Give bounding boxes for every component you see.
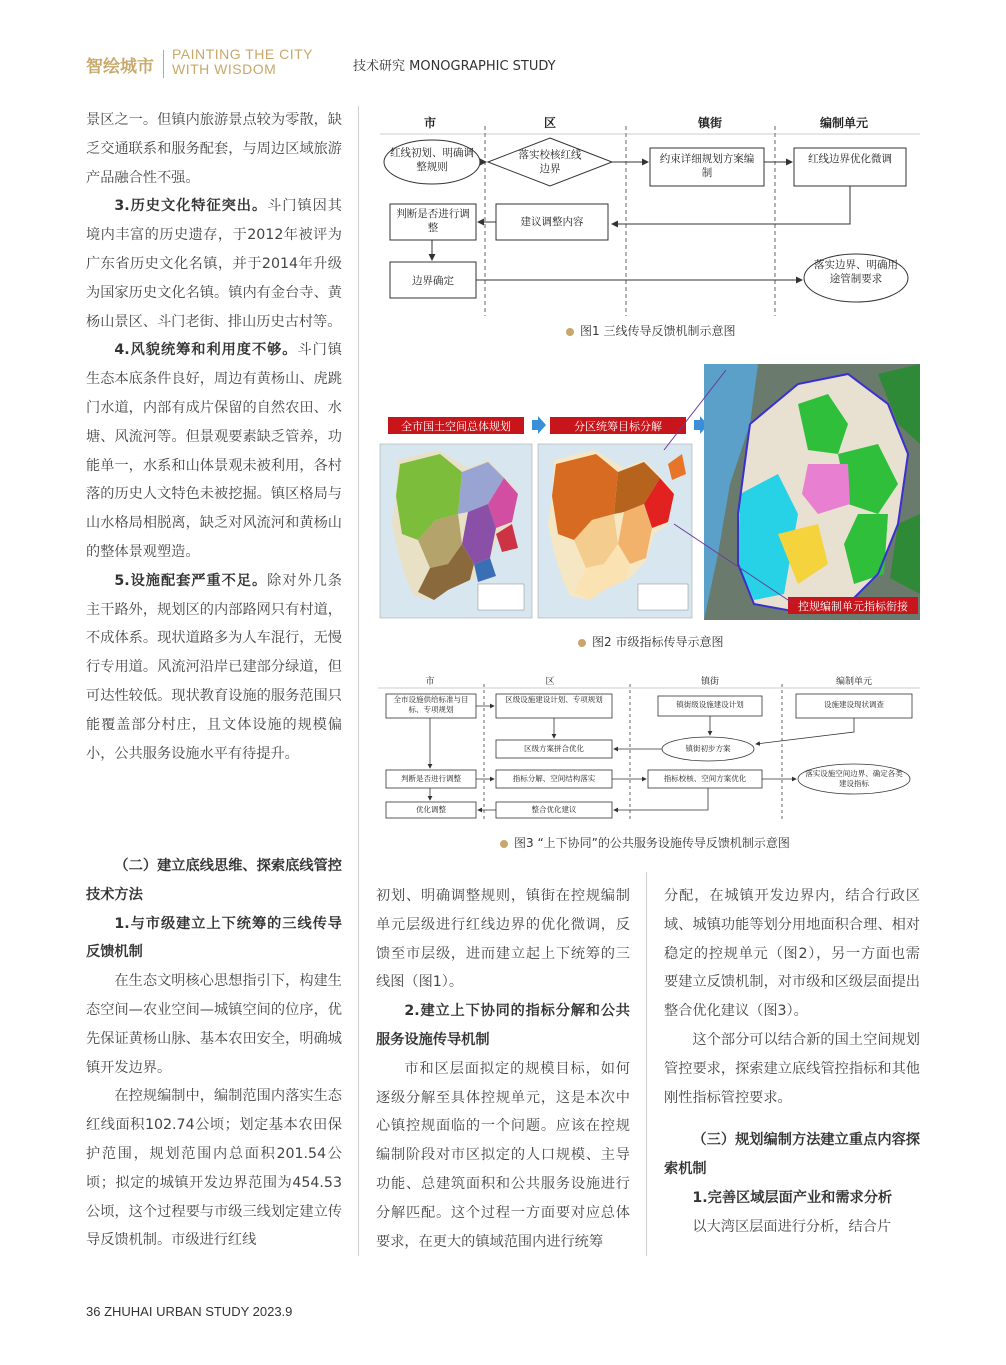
- figure-2-svg: [378, 364, 920, 620]
- paragraph: 分配，在城镇开发边界内，结合行政区域、城镇功能等划分用地面积合理、相对稳定的控规单元（图2），另一方面也需要建立反馈机制，对市级和区级层面提出整合优化建议（图3）。: [664, 888, 920, 1020]
- middle-column: [376, 882, 630, 1256]
- fig1-node-district: 落实校核红线边界: [518, 149, 582, 175]
- fig1-node-suggest: 建议调整内容: [520, 216, 584, 228]
- fig1-node-judge: 判断是否进行调整: [396, 208, 470, 234]
- left-column: [86, 106, 342, 768]
- fig3-node-8: 指标分解、空间结构落实: [512, 774, 596, 783]
- section-heading: （二）建立底线思维、探索底线管控技术方法: [86, 858, 342, 903]
- caption-bullet-icon: [500, 840, 508, 848]
- point-text: 斗门镇因其境内丰富的历史遗存，于2012年被评为广东省历史文化名镇，并于2014年升级为国家历史文化名镇。镇内有金台寺、黄杨山景区、斗门老街、排山历史古村等。: [86, 198, 342, 330]
- fig2-label-district-goals: 分区统筹目标分解: [574, 420, 662, 433]
- brand-divider: [163, 50, 164, 78]
- arrow-right-icon: [532, 416, 546, 434]
- fig1-col-unit: 编制单元: [819, 116, 869, 130]
- fig1-node-boundary: 边界确定: [412, 275, 454, 287]
- caption-text: 图2 市级指标传导示意图: [592, 635, 724, 649]
- caption-bullet-icon: [578, 639, 586, 647]
- fig3-node-3: 镇街级设施建设计划: [676, 700, 744, 709]
- fig3-node-11: 优化调整: [416, 805, 446, 814]
- figure-2-maps: [378, 364, 920, 620]
- spacer: [664, 1112, 920, 1126]
- fig3-col-city: 市: [425, 677, 435, 687]
- paragraph: 市和区层面拟定的规模目标，如何逐级分解至具体控规单元，这是本次中心镇控规面临的一个问题。应该在控规编制阶段对市区拟定的人口规模、主导功能、总建筑面积和公共服务设施进行分解匹配。这个过程一方面要对应总体要求，在更大的镇域范围内进行统筹: [376, 1060, 630, 1250]
- subsection-heading: 1.完善区域层面产业和需求分析: [692, 1189, 893, 1206]
- subsection-heading: 2.建立上下协同的指标分解和公共服务设施传导机制: [376, 1003, 630, 1048]
- paragraph: [86, 336, 342, 566]
- column-divider: [646, 872, 647, 1256]
- left-column-lower: [86, 852, 342, 1255]
- fig1-col-town: 镇街: [697, 116, 723, 130]
- brand-english-line2: WITH WISDOM: [172, 61, 277, 77]
- paragraph: [86, 567, 342, 769]
- figure-1-flowchart: [380, 104, 920, 320]
- page-footer: 36 ZHUHAI URBAN STUDY 2023.9: [86, 1304, 293, 1319]
- point-heading: 5.设施配套严重不足。: [114, 572, 268, 589]
- figure-3-caption: [500, 834, 790, 851]
- figure-1-caption: [566, 322, 735, 339]
- subsection-heading: 1.与市级建立上下统筹的三线传导反馈机制: [86, 915, 342, 961]
- paragraph: [86, 192, 342, 336]
- paragraph: 这个部分可以结合新的国土空间规划管控要求，探索建立底线管控指标和其他刚性指标管控要求。: [664, 1031, 920, 1106]
- figure-3-svg: [378, 672, 920, 824]
- figure-3-flowchart: [378, 672, 920, 824]
- fig3-node-10: 落实设施空间边界、确定各类建设指标: [805, 769, 903, 788]
- section-tag: 技术研究 MONOGRAPHIC STUDY: [353, 59, 556, 74]
- fig1-col-city: 市: [423, 116, 437, 130]
- caption-text: 图1 三线传导反馈机制示意图: [580, 324, 736, 338]
- figure-2-caption: [578, 633, 723, 650]
- fig3-node-4: 设施建设现状调查: [824, 700, 884, 709]
- point-text: 斗门镇生态本底条件良好，周边有黄杨山、虎跳门水道，内部有成片保留的自然农田、水塘、风流河等。但景观要素缺乏管养，功能单一，水系和山体景观未被利用，各村落的历史人文特色未被挖掘。镇区格局与山水格局相脱离，缺乏对风流河和黄杨山的整体景观塑造。: [86, 342, 342, 560]
- paragraph: 以大湾区层面进行分析，结合片: [692, 1218, 892, 1235]
- fig3-node-12: 整合优化建议: [531, 805, 577, 814]
- fig3-col-unit: 编制单元: [835, 677, 873, 687]
- brand-english: [172, 47, 313, 77]
- brand-english-line1: PAINTING THE CITY: [172, 46, 313, 62]
- point-text: 除对外几条主干路外，规划区的内部路网只有村道，不成体系。现状道路多为人车混行，无慢行专用道。风流河沿岸已建部分绿道，但可达性较低。现状教育设施的服务范围只能覆盖部分村庄，且文体设施的规模偏小，公共服务设施水平有待提升。: [86, 572, 342, 762]
- fig2-label-city-plan: 全市国土空间总体规划: [401, 420, 511, 433]
- page-header: [0, 0, 1006, 100]
- fig3-node-5: 区级方案拼合优化: [524, 744, 584, 753]
- caption-bullet-icon: [566, 328, 574, 336]
- fig1-node-town: 约束详细规划方案编制: [659, 153, 755, 179]
- fig3-node-6: 镇街初步方案: [685, 744, 731, 753]
- paragraph: 在生态文明核心思想指引下，构建生态空间—农业空间—城镇空间的位序，优先保证黄杨山脉、基本农田安全，明确城镇开发边界。: [86, 973, 342, 1076]
- fig3-node-7: 判断是否进行调整: [401, 774, 461, 783]
- fig3-col-town: 镇街: [700, 677, 720, 687]
- fig3-node-2: 区级设施建设计划、专项规划: [505, 695, 603, 704]
- caption-text: 图3 “上下协同”的公共服务设施传导反馈机制示意图: [514, 836, 790, 850]
- fig1-col-district: 区: [543, 116, 557, 130]
- paragraph: 初划、明确调整规则，镇街在控规编制单元层级进行红线边界的优化微调，反馈至市层级，进而建立起上下统筹的三线图（图1）。: [376, 888, 630, 991]
- paragraph: 在控规编制中，编制范围内落实生态红线面积102.74公顷；划定基本农田保护范围，规划范围内总面积201.54公顷；拟定的城镇开发边界范围为454.53公顷，这个过程要与市级三线划定建立传导反馈机制。市级进行红线: [86, 1088, 342, 1249]
- fig1-node-final: 落实边界、明确用途管制要求: [814, 259, 898, 285]
- paragraph: 景区之一。但镇内旅游景点较为零散，缺乏交通联系和服务配套，与周边区域旅游产品融合性不强。: [86, 112, 342, 186]
- column-divider: [358, 106, 359, 1256]
- brand-chinese: 智绘城市: [86, 57, 154, 77]
- fig1-node-city: 红线初划、明确调整规则: [390, 147, 474, 173]
- right-column: [664, 882, 920, 1242]
- point-heading: 4.风貌统筹和利用度不够。: [114, 342, 298, 359]
- point-heading: 3.历史文化特征突出。: [114, 198, 268, 215]
- fig1-node-unit: 红线边界优化微调: [808, 153, 892, 165]
- fig3-col-district: 区: [545, 677, 555, 687]
- section-heading: （三）规划编制方法建立重点内容探索机制: [664, 1132, 920, 1178]
- figure-1-svg: [380, 104, 920, 320]
- fig3-node-9: 指标校核、空间方案优化: [663, 774, 747, 783]
- fig2-label-unit-indicators: 控规编制单元指标衔接: [798, 600, 908, 613]
- fig3-node-1: 全市设施供给标准与目标、专项规划: [393, 695, 469, 714]
